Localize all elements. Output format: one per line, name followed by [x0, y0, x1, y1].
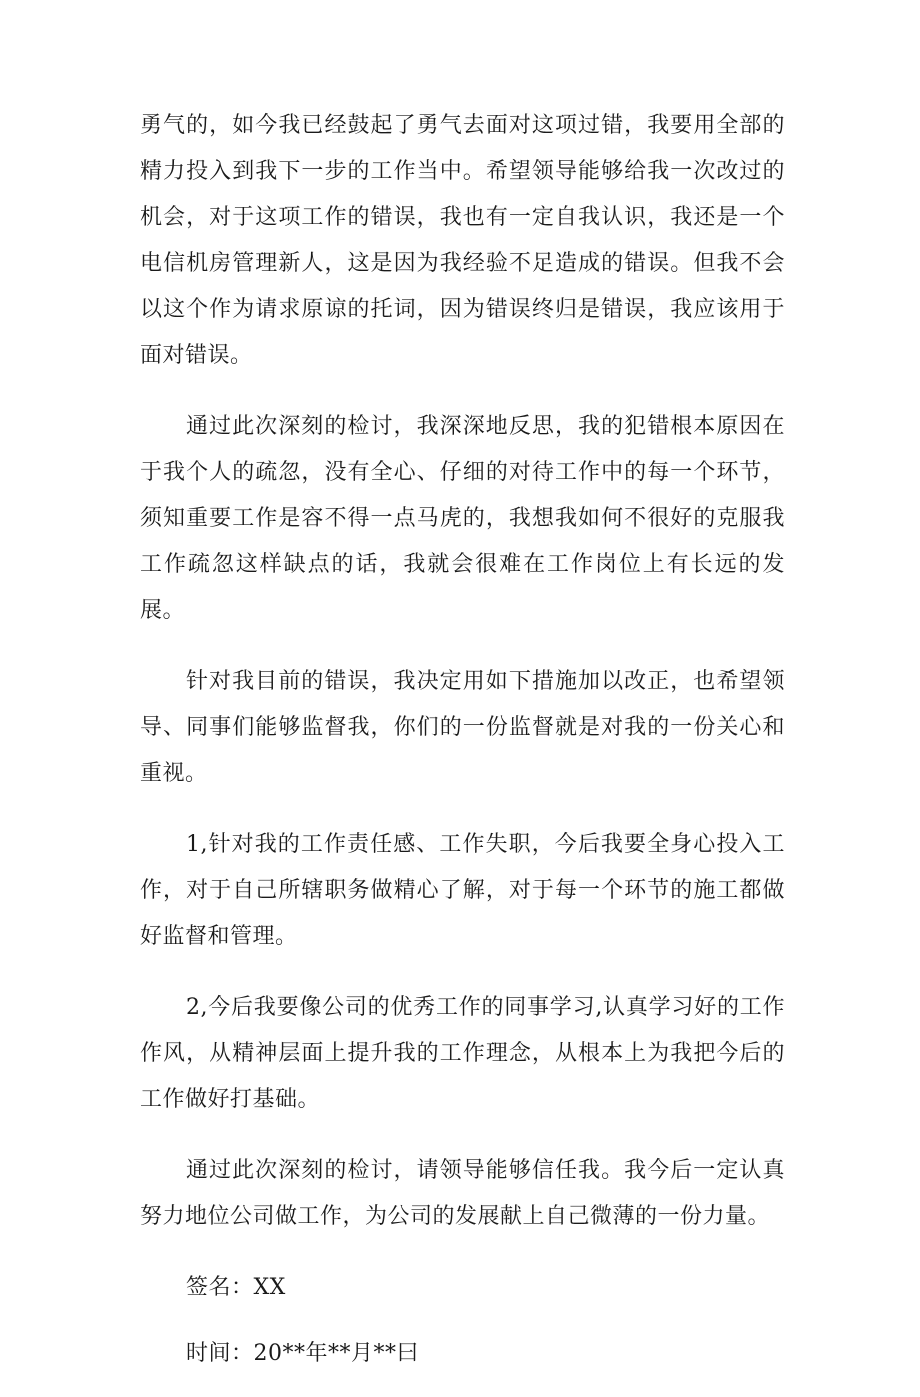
- date-line: 时间：20**年**月**曰: [186, 1341, 419, 1366]
- paragraph-measure-2: 2,今后我要像公司的优秀工作的同事学习,认真学习好的工作作风，从精神层面上提升我的工作理念，从根本上为我把今后的工作做好打基础。: [140, 995, 785, 1112]
- paragraph-reflection: 通过此次深刻的检讨，我深深地反思，我的犯错根本原因在于我个人的疏忽，没有全心、仔细的对待工作中的每一个环节，须知重要工作是容不得一点马虎的，我想我如何不很好的克服我工作疏忽这样缺点的话，我就会很难在工作岗位上有长远的发展。: [140, 414, 785, 623]
- paragraph-closing: 通过此次深刻的检讨，请领导能够信任我。我今后一定认真努力地位公司做工作，为公司的发展献上自己微薄的一份力量。: [140, 1158, 785, 1229]
- paragraph-measure-1: 1,针对我的工作责任感、工作失职，今后我要全身心投入工作，对于自己所辖职务做精心了解，对于每一个环节的施工都做好监督和管理。: [140, 832, 785, 949]
- paragraph-continuation: 勇气的，如今我已经鼓起了勇气去面对这项过错，我要用全部的精力投入到我下一步的工作当中。希望领导能够给我一次改过的机会，对于这项工作的错误，我也有一定自我认识，我还是一个电信机房管理新人，这是因为我经验不足造成的错误。但我不会以这个作为请求原谅的托词，因为错误终归是错误，我应该用于面对错误。: [140, 113, 785, 368]
- document-body: [140, 103, 785, 1397]
- paragraph-measures-intro: 针对我目前的错误，我决定用如下措施加以改正，也希望领导、同事们能够监督我，你们的一份监督就是对我的一份关心和重视。: [140, 669, 785, 786]
- signature-line: 签名：XX: [186, 1275, 286, 1300]
